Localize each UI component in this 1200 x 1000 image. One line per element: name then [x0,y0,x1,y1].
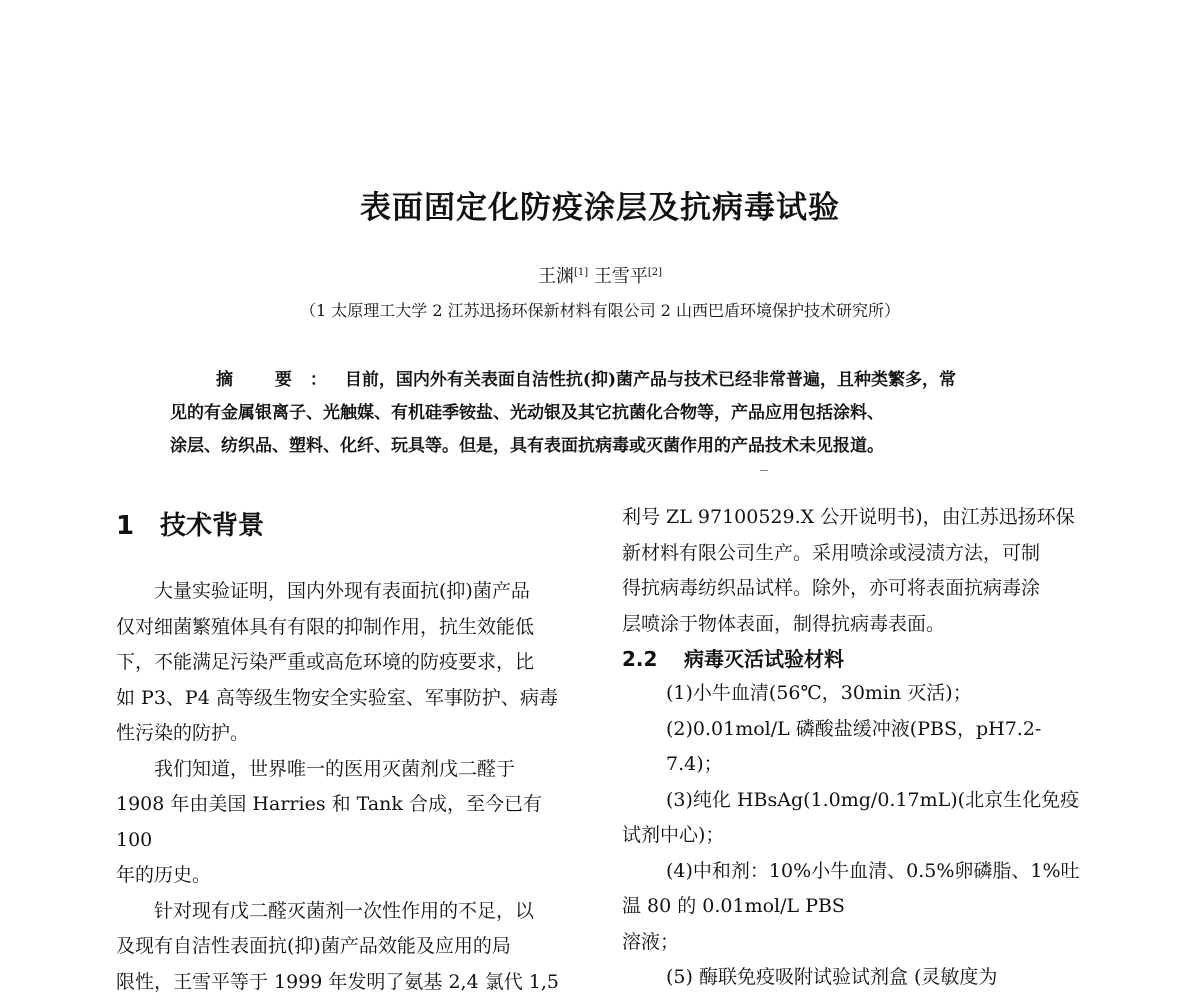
body-line: 及现有自洁性表面抗(抑)菌产品效能及应用的局 [116,929,581,965]
body-line: 得抗病毒纺织品试样。除外，亦可将表面抗病毒涂 [622,571,1087,607]
body-line: 如 P3、P4 高等级生物安全实验室、军事防护、病毒 [116,681,581,717]
author-line [0,262,1200,288]
list-item: (5) 酶联免疫吸附试验试剂盒 (灵敏度为 [622,960,1087,996]
body-line: 仅对细菌繁殖体具有有限的抑制作用，抗生效能低 [116,610,581,646]
author-1-name: 王渊 [538,266,574,287]
abstract-line-3: 涂层、纺织品、塑料、化纤、玩具等。但是，具有表面抗病毒或灭菌作用的产品技术未见报道。 [170,430,1040,463]
body-line: 利号 ZL 97100529.X 公开说明书)，由江苏迅扬环保 [622,500,1087,536]
list-item-continued: 试剂中心)； [622,818,1087,854]
divider-mark [760,470,768,471]
author-2-ref: [2] [648,267,662,278]
subsection-title: 病毒灭活试验材料 [684,647,844,671]
list-item: (1)小牛血清(56℃，30min 灭活)； [622,676,1087,712]
paper-title: 表面固定化防疫涂层及抗病毒试验 [0,182,1200,227]
abstract-line-2: 见的有金属银离子、光触媒、有机硅季铵盐、光动银及其它抗菌化合物等，产品应用包括涂料、 [170,397,1040,430]
body-line: 新材料有限公司生产。采用喷涂或浸渍方法，可制 [622,536,1087,572]
author-2-name: 王雪平 [594,266,648,287]
section-title: 技术背景 [160,511,264,541]
body-line: 限性，王雪平等于 1999 年发明了氨基 2,4 氯代 1,5 [116,965,581,1000]
list-item-continued: 温 80 的 0.01mol/L PBS [622,889,1087,925]
section-heading [116,508,581,544]
body-line: 1908 年由美国 Harries 和 Tank 合成，至今已有 100 [116,787,581,858]
body-line: 层喷涂于物体表面，制得抗病毒表面。 [622,607,1087,643]
list-item-continued: 溶液； [622,925,1087,961]
abstract-line-1 [170,364,1040,397]
body-line: 大量实验证明，国内外现有表面抗(抑)菌产品 [116,574,581,610]
abstract-label: 摘 要： [216,370,345,390]
abstract [170,364,1040,463]
subsection-heading [622,642,1087,676]
list-item: (2)0.01mol/L 磷酸盐缓冲液(PBS，pH7.2-7.4)； [622,712,1087,783]
section-number: 1 [116,508,160,544]
list-item: (4)中和剂：10%小牛血清、0.5%卵磷脂、1%吐 [622,854,1087,890]
right-column [622,500,1087,996]
left-column [116,500,581,1000]
body-line: 我们知道，世界唯一的医用灭菌剂戊二醛于 [116,752,581,788]
affiliation: （1 太原理工大学 2 江苏迅扬环保新材料有限公司 2 山西巴盾环境保护技术研究所） [0,298,1200,321]
abstract-text-1: 目前，国内外有关表面自洁性抗(抑)菌产品与技术已经非常普遍，且种类繁多，常 [345,370,956,390]
list-item: (3)纯化 HBsAg(1.0mg/0.17mL)(北京生化免疫 [622,783,1087,819]
author-1-ref: [1] [574,267,588,278]
body-line: 年的历史。 [116,858,581,894]
body-line: 性污染的防护。 [116,716,581,752]
body-line: 下，不能满足污染严重或高危环境的防疫要求，比 [116,645,581,681]
body-line: 针对现有戊二醛灭菌剂一次性作用的不足，以 [116,894,581,930]
subsection-number: 2.2 [622,642,684,676]
